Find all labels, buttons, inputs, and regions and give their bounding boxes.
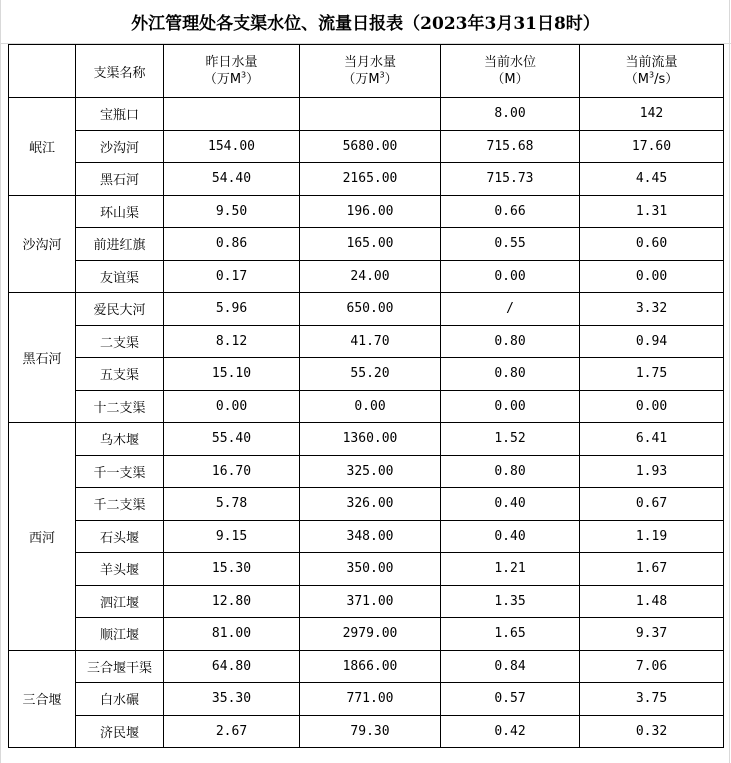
header-current-flow[interactable] [580,45,724,98]
current-level-cell[interactable]: 0.00 [441,260,580,293]
month-volume-cell[interactable]: 2165.00 [300,163,441,196]
current-level-cell[interactable]: / [441,293,580,326]
header-yesterday-volume[interactable] [164,45,300,98]
channel-name-cell[interactable]: 十二支渠 [76,390,164,423]
month-volume-cell[interactable]: 79.30 [300,715,441,748]
current-level-cell[interactable]: 0.40 [441,520,580,553]
current-flow-cell[interactable]: 1.93 [580,455,724,488]
yesterday-volume-cell[interactable]: 5.78 [164,488,300,521]
channel-name-cell[interactable]: 爱民大河 [76,293,164,326]
current-flow-cell[interactable]: 0.94 [580,325,724,358]
table-row [9,423,724,456]
header-yesterday-unit-close: ） [246,72,260,87]
header-yesterday-line1: 昨日水量 [205,55,258,70]
channel-name-cell[interactable]: 泗江堰 [76,585,164,618]
header-flow-unit-sup: 3 [648,70,655,80]
current-flow-cell[interactable]: 9.37 [580,618,724,651]
current-level-cell[interactable]: 0.57 [441,683,580,716]
current-flow-cell[interactable]: 0.32 [580,715,724,748]
table-row [9,553,724,586]
month-volume-cell[interactable]: 55.20 [300,358,441,391]
current-level-cell[interactable]: 1.65 [441,618,580,651]
channel-name-cell[interactable]: 千一支渠 [76,455,164,488]
current-level-cell[interactable]: 0.80 [441,455,580,488]
header-current-level[interactable] [441,45,580,98]
current-level-cell[interactable]: 715.68 [441,130,580,163]
table-row [9,325,724,358]
channel-name-cell[interactable]: 羊头堰 [76,553,164,586]
current-flow-cell[interactable]: 0.00 [580,260,724,293]
table-row [9,163,724,196]
table-row [9,520,724,553]
month-volume-cell[interactable]: 371.00 [300,585,441,618]
current-flow-cell[interactable]: 0.00 [580,390,724,423]
header-yesterday-unit: （万M [203,72,242,87]
table-row [9,390,724,423]
river-group-cell[interactable]: 沙沟河 [9,195,76,293]
table-row [9,195,724,228]
yesterday-volume-cell[interactable]: 55.40 [164,423,300,456]
header-level-line2: （M） [491,72,529,87]
month-volume-cell[interactable]: 41.70 [300,325,441,358]
table-row [9,650,724,683]
table-row [9,228,724,261]
yesterday-volume-cell[interactable]: 64.80 [164,650,300,683]
current-flow-cell[interactable]: 4.45 [580,163,724,196]
yesterday-volume-cell[interactable]: 0.17 [164,260,300,293]
current-flow-cell[interactable]: 7.06 [580,650,724,683]
current-level-cell[interactable]: 0.84 [441,650,580,683]
table-row [9,358,724,391]
yesterday-volume-cell[interactable]: 12.80 [164,585,300,618]
yesterday-volume-cell[interactable]: 16.70 [164,455,300,488]
channel-name-cell[interactable]: 宝瓶口 [76,98,164,131]
header-flow-line2 [580,71,723,88]
current-level-cell[interactable]: 0.80 [441,358,580,391]
header-month-unit-sup: 3 [379,70,385,80]
current-flow-cell[interactable]: 1.19 [580,520,724,553]
current-level-cell[interactable]: 0.55 [441,228,580,261]
channel-name-cell[interactable]: 五支渠 [76,358,164,391]
report-title: 外江管理处各支渠水位、流量日报表（2023年3月31日8时） [0,0,731,44]
report-table [8,44,724,748]
month-volume-cell[interactable]: 348.00 [300,520,441,553]
month-volume-cell[interactable]: 196.00 [300,195,441,228]
table-row [9,455,724,488]
channel-name-cell[interactable]: 友谊渠 [76,260,164,293]
yesterday-volume-cell[interactable]: 9.15 [164,520,300,553]
channel-name-cell[interactable]: 白水碾 [76,683,164,716]
header-yesterday-line2 [164,71,299,88]
header-month-volume[interactable] [300,45,441,98]
current-flow-cell[interactable]: 1.48 [580,585,724,618]
header-month-line2 [300,71,440,88]
yesterday-volume-cell[interactable]: 15.30 [164,553,300,586]
header-flow-unit: （M [624,72,649,87]
current-level-cell[interactable]: 0.80 [441,325,580,358]
channel-name-cell[interactable]: 千二支渠 [76,488,164,521]
header-month-unit-close: ） [384,72,398,87]
channel-name-cell[interactable]: 二支渠 [76,325,164,358]
table-row [9,130,724,163]
channel-name-cell[interactable]: 济民堰 [76,715,164,748]
river-group-cell[interactable]: 三合堰 [9,650,76,748]
month-volume-cell[interactable]: 165.00 [300,228,441,261]
current-flow-cell[interactable]: 1.31 [580,195,724,228]
header-month-line1: 当月水量 [343,55,396,70]
table-row [9,585,724,618]
month-volume-cell[interactable]: 5680.00 [300,130,441,163]
month-volume-cell[interactable]: 2979.00 [300,618,441,651]
current-flow-cell[interactable]: 1.67 [580,553,724,586]
header-month-unit: （万M [342,72,380,87]
river-group-cell[interactable]: 西河 [9,423,76,651]
yesterday-volume-cell[interactable]: 5.96 [164,293,300,326]
month-volume-cell[interactable]: 326.00 [300,488,441,521]
yesterday-volume-cell[interactable]: 35.30 [164,683,300,716]
yesterday-volume-cell[interactable]: 0.86 [164,228,300,261]
yesterday-volume-cell[interactable]: 2.67 [164,715,300,748]
month-volume-cell[interactable]: 0.00 [300,390,441,423]
table-row [9,715,724,748]
table-row [9,98,724,131]
sheet-gridline-left [0,0,1,763]
current-flow-cell[interactable]: 0.60 [580,228,724,261]
channel-name-cell[interactable]: 顺江堰 [76,618,164,651]
current-level-cell[interactable]: 0.66 [441,195,580,228]
current-flow-cell[interactable]: 142 [580,98,724,131]
header-level-line1: 当前水位 [483,55,536,70]
river-group-cell[interactable]: 岷江 [9,98,76,196]
table-row [9,683,724,716]
channel-name-cell[interactable]: 前进红旗 [76,228,164,261]
header-blank-cell[interactable] [9,45,76,98]
channel-name-cell[interactable]: 沙沟河 [76,130,164,163]
river-group-cell[interactable]: 黑石河 [9,293,76,423]
month-volume-cell[interactable]: 325.00 [300,455,441,488]
current-flow-cell[interactable]: 6.41 [580,423,724,456]
yesterday-volume-cell[interactable]: 154.00 [164,130,300,163]
current-level-cell[interactable]: 715.73 [441,163,580,196]
table-row [9,488,724,521]
yesterday-volume-cell[interactable]: 9.50 [164,195,300,228]
report-table-body [9,45,724,748]
yesterday-volume-cell[interactable] [164,98,300,131]
current-flow-cell[interactable]: 3.32 [580,293,724,326]
current-level-cell[interactable]: 0.42 [441,715,580,748]
month-volume-cell[interactable]: 650.00 [300,293,441,326]
month-volume-cell[interactable]: 350.00 [300,553,441,586]
header-row [9,45,724,98]
yesterday-volume-cell[interactable]: 81.00 [164,618,300,651]
current-flow-cell[interactable]: 1.75 [580,358,724,391]
sheet-gridline-right [729,0,730,763]
current-level-cell[interactable]: 1.52 [441,423,580,456]
table-row [9,618,724,651]
table-row [9,260,724,293]
header-flow-unit-close: /s） [654,72,679,87]
channel-name-cell[interactable]: 三合堰干渠 [76,650,164,683]
channel-name-cell[interactable]: 环山渠 [76,195,164,228]
month-volume-cell[interactable]: 24.00 [300,260,441,293]
yesterday-volume-cell[interactable]: 54.40 [164,163,300,196]
month-volume-cell[interactable]: 771.00 [300,683,441,716]
yesterday-volume-cell[interactable]: 8.12 [164,325,300,358]
header-flow-line1: 当前流量 [625,55,678,70]
current-level-cell[interactable]: 0.00 [441,390,580,423]
yesterday-volume-cell[interactable]: 15.10 [164,358,300,391]
month-volume-cell[interactable]: 1866.00 [300,650,441,683]
channel-name-cell[interactable]: 石头堰 [76,520,164,553]
current-level-cell[interactable]: 1.35 [441,585,580,618]
channel-name-cell[interactable]: 黑石河 [76,163,164,196]
current-level-cell[interactable]: 1.21 [441,553,580,586]
header-channel-name[interactable]: 支渠名称 [76,45,164,98]
current-flow-cell[interactable]: 17.60 [580,130,724,163]
channel-name-cell[interactable]: 乌木堰 [76,423,164,456]
month-volume-cell[interactable] [300,98,441,131]
header-yesterday-unit-sup: 3 [241,70,247,80]
table-row [9,293,724,326]
current-flow-cell[interactable]: 3.75 [580,683,724,716]
current-level-cell[interactable]: 0.40 [441,488,580,521]
yesterday-volume-cell[interactable]: 0.00 [164,390,300,423]
current-level-cell[interactable]: 8.00 [441,98,580,131]
month-volume-cell[interactable]: 1360.00 [300,423,441,456]
current-flow-cell[interactable]: 0.67 [580,488,724,521]
